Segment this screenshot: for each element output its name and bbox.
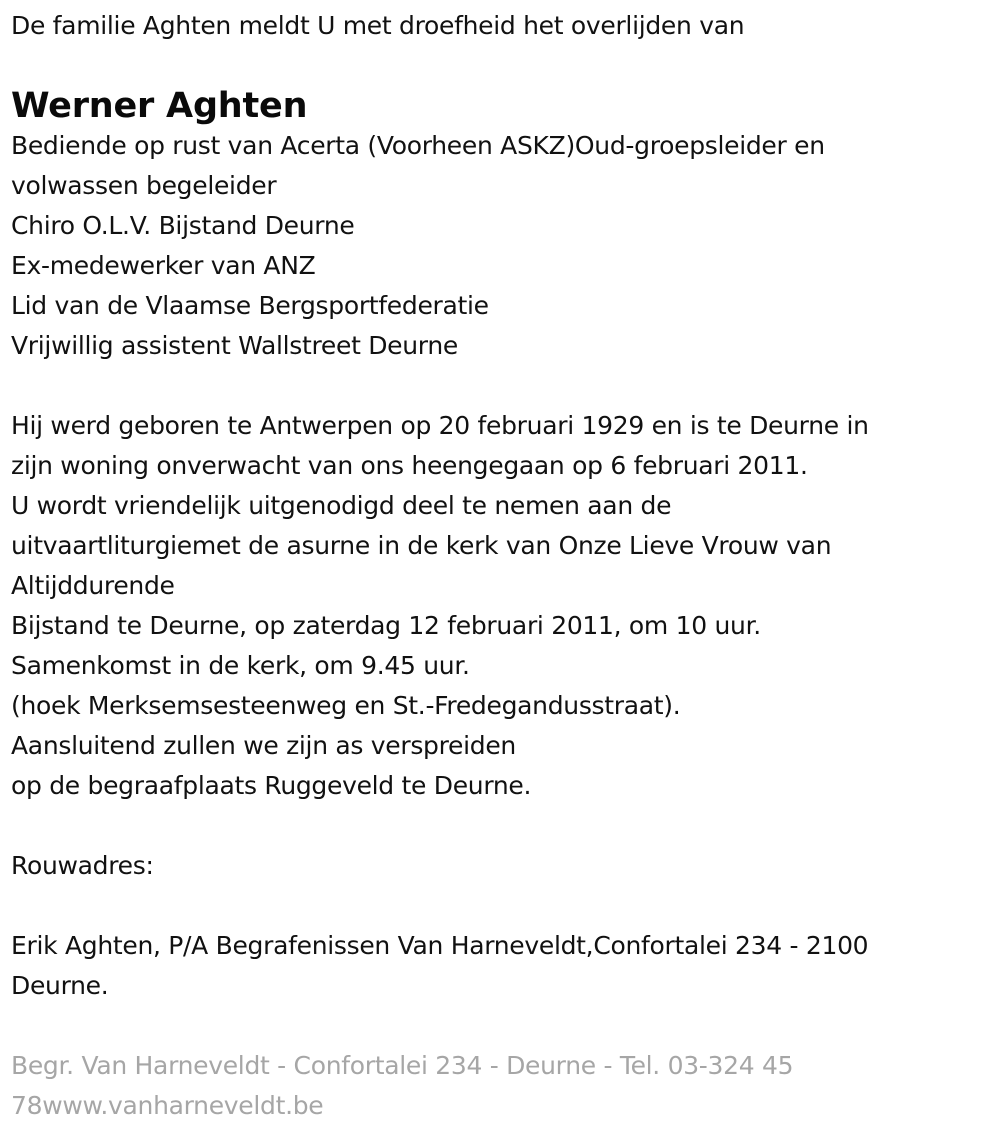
mourning-address-label: Rouwadres: <box>11 851 154 880</box>
deceased-name: Werner Aghten <box>11 86 308 126</box>
mourning-address-block <box>11 846 989 1006</box>
announcement-line: uitvaartliturgiemet de asurne in de kerk van Onze Lieve Vrouw van <box>11 531 832 560</box>
mourning-address-line: Erik Aghten, P/A Begrafenissen Van Harneveldt,Confortalei 234 - 2100 <box>11 931 869 960</box>
announcement-line: Bijstand te Deurne, op zaterdag 12 februari 2011, om 10 uur. <box>11 611 761 640</box>
announcement-line: Altijddurende <box>11 571 175 600</box>
spacer <box>11 886 989 926</box>
spacer <box>11 1006 989 1046</box>
announcement-line: op de begraafplaats Ruggeveld te Deurne. <box>11 771 532 800</box>
announcement-line: Aansluitend zullen we zijn as verspreiden <box>11 731 516 760</box>
description-line: Vrijwillig assistent Wallstreet Deurne <box>11 331 458 360</box>
mourning-address-line: Deurne. <box>11 971 109 1000</box>
spacer <box>11 366 989 406</box>
announcement-line: Samenkomst in de kerk, om 9.45 uur. <box>11 651 470 680</box>
intro-text: De familie Aghten meldt U met droefheid het overlijden van <box>11 11 745 40</box>
description-line: Lid van de Vlaamse Bergsportfederatie <box>11 291 489 320</box>
funeral-home-footer <box>11 1046 989 1126</box>
description-line: volwassen begeleider <box>11 171 277 200</box>
footer-line: Begr. Van Harneveldt - Confortalei 234 - Deurne - Tel. 03-324 45 <box>11 1051 794 1080</box>
announcement-line: U wordt vriendelijk uitgenodigd deel te nemen aan de <box>11 491 672 520</box>
announcement-line: zijn woning onverwacht van ons heengegaan op 6 februari 2011. <box>11 451 808 480</box>
announcement-line: Hij werd geboren te Antwerpen op 20 februari 1929 en is te Deurne in <box>11 411 869 440</box>
description-line: Ex-medewerker van ANZ <box>11 251 316 280</box>
footer-line: 78www.vanharneveldt.be <box>11 1091 324 1120</box>
description-block <box>11 126 989 366</box>
description-line: Bediende op rust van Acerta (Voorheen ASKZ)Oud-groepsleider en <box>11 131 825 160</box>
announcement-line: (hoek Merksemsesteenweg en St.-Fredegandusstraat). <box>11 691 681 720</box>
announcement-block <box>11 406 989 806</box>
description-line: Chiro O.L.V. Bijstand Deurne <box>11 211 355 240</box>
spacer <box>11 806 989 846</box>
